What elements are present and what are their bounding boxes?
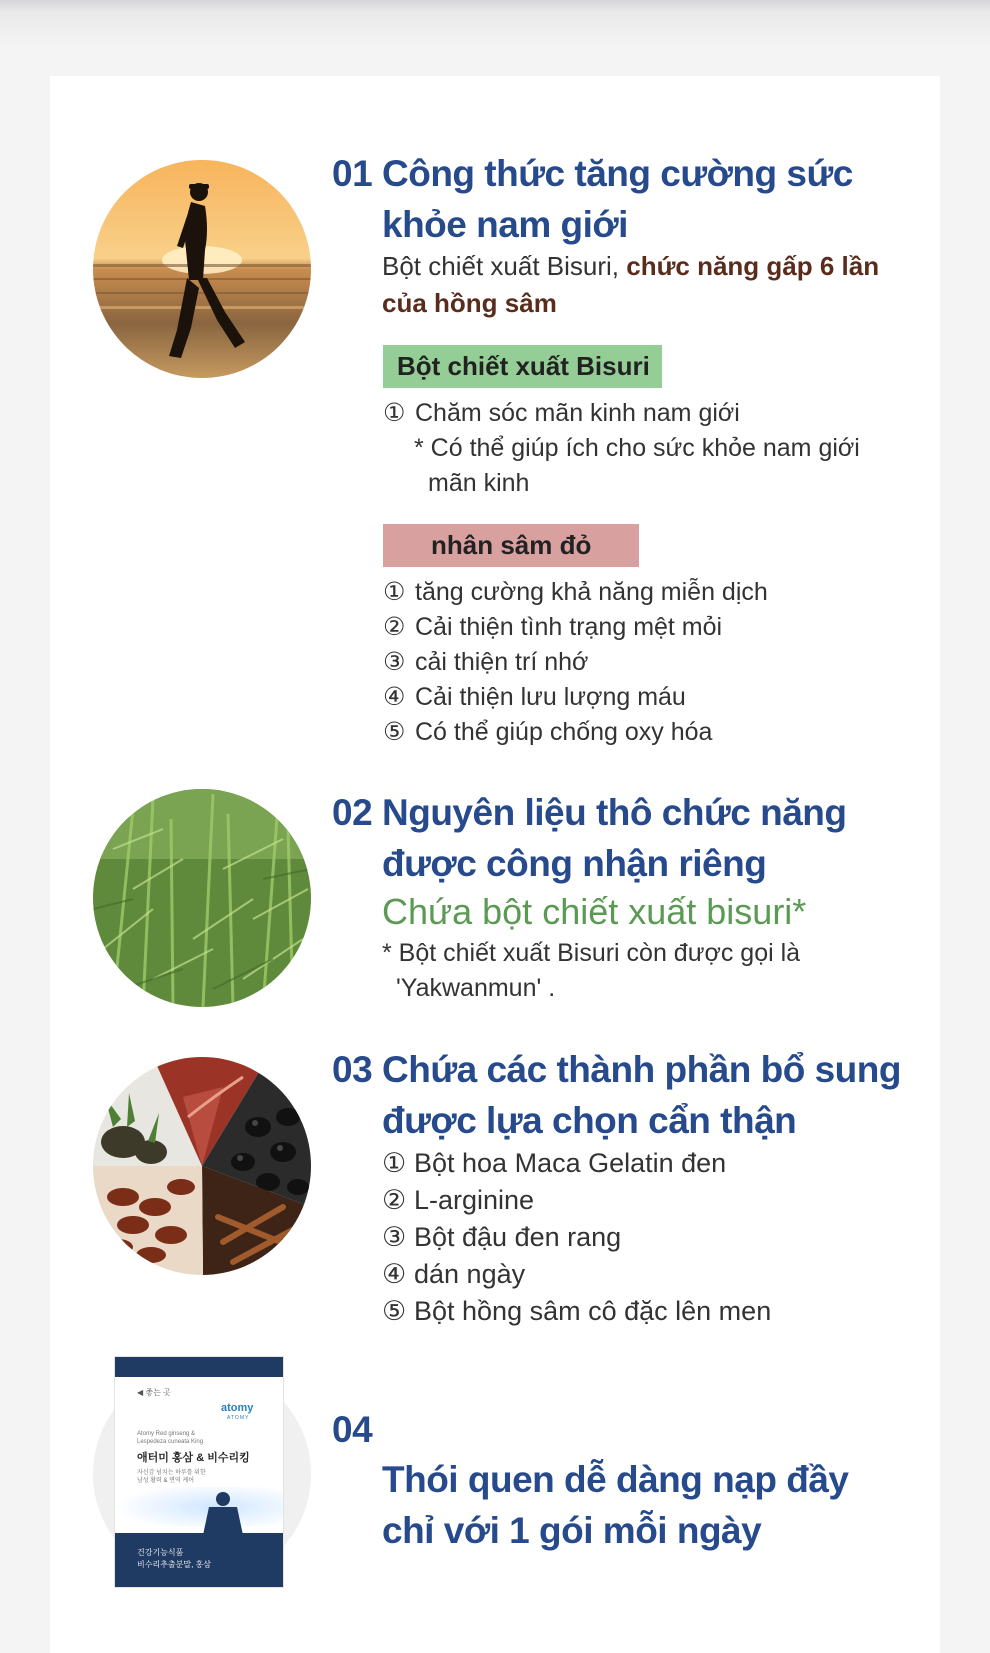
- section-03-title-line2: được lựa chọn cẩn thận: [382, 1100, 797, 1141]
- bisuri-tag: [383, 345, 662, 388]
- list-item: ④ dán ngày: [382, 1259, 526, 1289]
- sachet-back-label: ◀ 좋는 곳: [137, 1388, 171, 1397]
- list-item: ④ Cải thiện lưu lượng máu: [383, 683, 686, 711]
- sachet-desc-1: 자신감 넘치는 하루를 위한: [137, 1470, 206, 1476]
- section-01-number: 01: [332, 153, 373, 194]
- ingredients-list: [382, 1145, 771, 1330]
- section-02-title-line2: được công nhận riêng: [382, 843, 767, 884]
- section-01-subtitle-highlight: chức năng gấp 6 lần: [626, 251, 880, 281]
- sachet-name-en-2: Lespedeza cuneata King: [137, 1439, 204, 1445]
- bisuri-note-line2: mãn kinh: [428, 469, 530, 497]
- section-04-title-line2: chỉ với 1 gói mỗi ngày: [382, 1510, 762, 1551]
- section-01-subtitle-plain: Bột chiết xuất Bisuri,: [382, 251, 627, 281]
- bisuri-note: [414, 431, 860, 501]
- section-02-note-line2: 'Yakwanmun' .: [396, 974, 556, 1002]
- sunset-walking-man-image: [93, 160, 311, 378]
- top-bar-shadow: [0, 0, 990, 46]
- section-02-title: [332, 787, 847, 889]
- section-02-title-line1: Nguyên liệu thô chức năng: [382, 792, 847, 833]
- bisuri-herb-image: [93, 789, 311, 1007]
- list-item: ⑤ Bột hồng sâm cô đặc lên men: [382, 1296, 772, 1326]
- list-item: ③ cải thiện trí nhớ: [383, 648, 589, 676]
- section-02-note: [382, 936, 800, 1006]
- ingredients-collage-image: [93, 1057, 311, 1275]
- bisuri-note-line1: * Có thể giúp ích cho sức khỏe nam giới: [414, 434, 860, 462]
- list-item: ⑤ Có thể giúp chống oxy hóa: [383, 718, 713, 746]
- bisuri-tag-label: Bột chiết xuất Bisuri: [397, 351, 650, 381]
- sachet-name-en-1: Atomy Red ginseng &: [137, 1431, 196, 1437]
- sachet-footer-2: 비수리추출분말, 홍삼: [137, 1560, 211, 1569]
- sachet-top-band: [115, 1357, 283, 1377]
- section-03-title: [332, 1044, 901, 1146]
- product-sachet-image: [114, 1356, 284, 1588]
- section-02-number: 02: [332, 792, 373, 833]
- sachet-desc-2: 남성 활력 & 면역 케어: [137, 1478, 195, 1484]
- list-item: ① Bột hoa Maca Gelatin đen: [382, 1148, 727, 1178]
- section-01-subtitle: [382, 248, 879, 322]
- red-ginseng-benefit-list: [383, 575, 768, 750]
- atomy-logo-sub: ATOMY: [227, 1415, 250, 1421]
- section-04-title-line1: Thói quen dễ dàng nạp đầy: [382, 1459, 849, 1500]
- section-03-number: 03: [332, 1049, 373, 1090]
- section-02-note-line1: * Bột chiết xuất Bisuri còn được gọi là: [382, 939, 801, 967]
- section-04-title: [382, 1454, 848, 1556]
- list-item: ① tăng cường khả năng miễn dịch: [383, 578, 768, 606]
- red-ginseng-tag: [383, 524, 639, 567]
- list-item: ① Chăm sóc mãn kinh nam giới: [383, 399, 740, 427]
- list-item: ② L-arginine: [382, 1185, 535, 1215]
- list-item: ② Cải thiện tình trạng mệt mỏi: [383, 613, 723, 641]
- section-02-green-text: Chứa bột chiết xuất bisuri*: [382, 891, 807, 932]
- red-ginseng-tag-label: nhân sâm đỏ: [431, 530, 592, 560]
- bisuri-benefit-list: [383, 396, 740, 431]
- sachet-footer-1: 건강기능식품: [137, 1548, 184, 1557]
- section-04-number: 04: [332, 1409, 373, 1450]
- section-01-title-line2: khỏe nam giới: [382, 204, 628, 245]
- section-01-subtitle-highlight-2: của hồng sâm: [382, 288, 557, 318]
- sachet-man-figure: [115, 1487, 283, 1587]
- section-01-title-line1: Công thức tăng cường sức: [382, 153, 853, 194]
- sachet-name-kr: 애터미 홍삼 & 비수리킹: [137, 1452, 250, 1464]
- section-03-title-line1: Chứa các thành phần bổ sung: [382, 1049, 901, 1090]
- list-item: ③ Bột đậu đen rang: [382, 1222, 622, 1252]
- atomy-logo: atomy: [221, 1402, 254, 1414]
- section-01-title: [332, 148, 853, 250]
